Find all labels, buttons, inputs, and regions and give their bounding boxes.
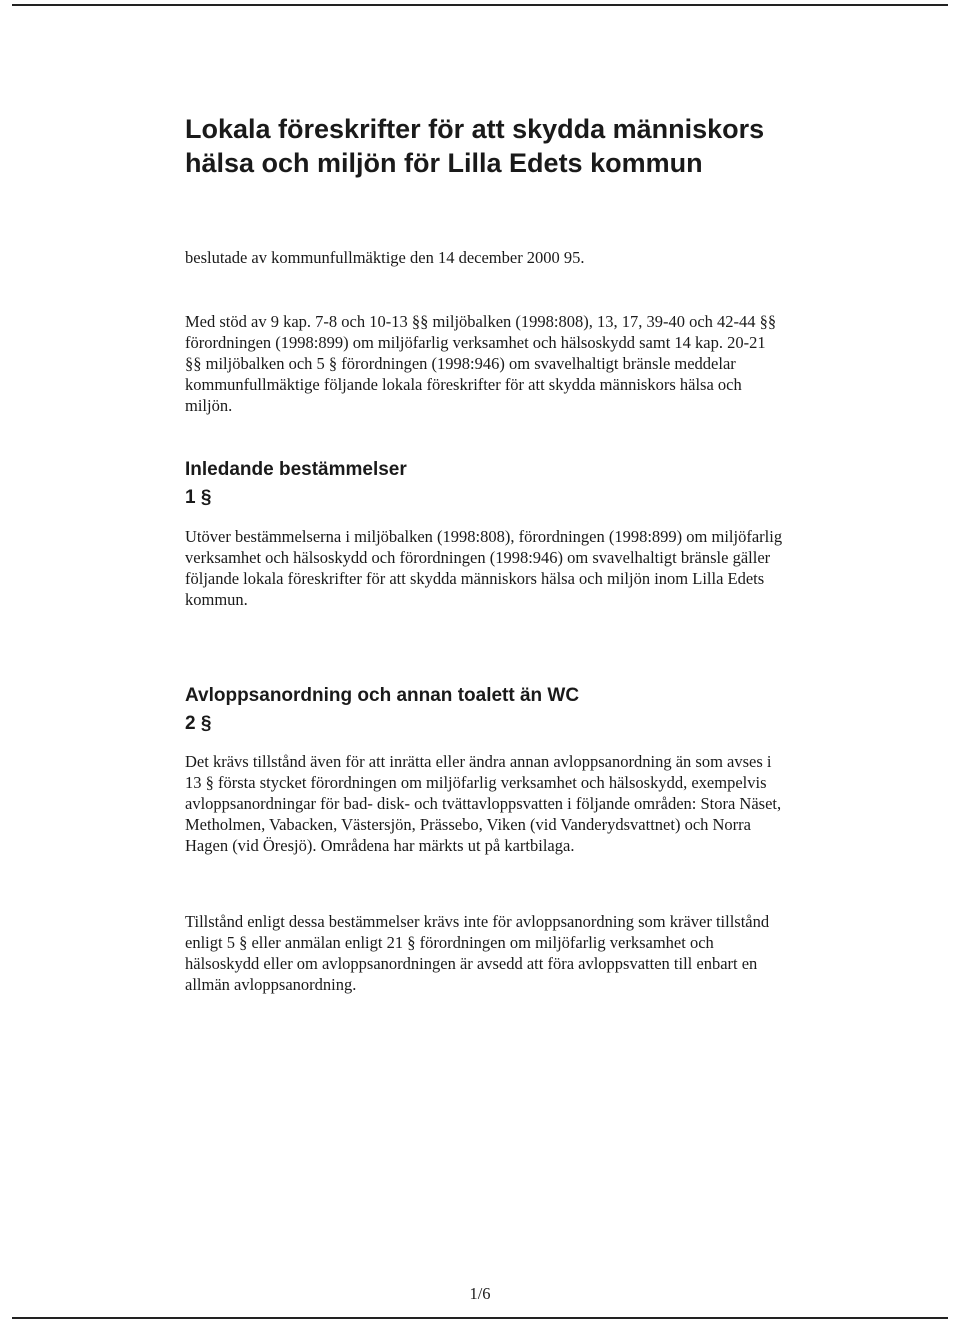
section-2-paragraph-2: Tillstånd enligt dessa bestämmelser krävs inte för avloppsanordning som kräver tillstånd enligt 5 § eller anmälan enligt 21 § förordningen om miljöfarlig verksamhet och hälsoskydd eller om avloppsanordningen är avsedd att föra avloppsvatten till enbart en allmän avloppsanordning. — [185, 912, 770, 994]
document-title: Lokala föreskrifter för att skydda människors hälsa och miljön för Lilla Edets kommun — [185, 114, 765, 178]
section-2-paragraph-1: Det krävs tillstånd även för att inrätta eller ändra annan avloppsanordning än som avses i 13 § första stycket förordningen om miljöfarlig verksamhet och hälsoskydd, exempelvis avloppsanordningar för bad- disk- och tvättavloppsvatten i följande områden: Stora Näset, Metholmen, Vabacken, Västersjön, Prässebo, Viken (vid Vanderydsvattnet) och Norra Hagen (vid Öresjö). Områdena har märkts ut på kartbilaga. — [185, 752, 782, 855]
section-number-2: 2 § — [185, 713, 212, 734]
decision-line: beslutade av kommunfullmäktige den 14 december 2000 95. — [185, 248, 585, 267]
preamble-paragraph: Med stöd av 9 kap. 7-8 och 10-13 §§ miljöbalken (1998:808), 13, 17, 39-40 och 42-44 §§ förordningen (1998:899) om miljöfarlig verksamhet och hälsoskydd samt 14 kap. 20-21 §§ miljöbalken och 5 § förordningen (1998:946) om svavelhaltigt bränsle meddelar kommunfullmäktige följande lokala föreskrifter för att skydda människors hälsa och miljön. — [185, 312, 777, 415]
section-1-paragraph: Utöver bestämmelserna i miljöbalken (1998:808), förordningen (1998:899) om miljöfarlig verksamhet och hälsoskydd och förordningen (1998:946) om svavelhaltigt bränsle gäller följande lokala föreskrifter för att skydda människors hälsa och miljön inom Lilla Edets kommun. — [185, 527, 783, 609]
section-heading-avloppsanordning: Avloppsanordning och annan toalett än WC — [185, 685, 580, 706]
section-number-1: 1 § — [185, 487, 212, 508]
bottom-border-line — [12, 1317, 948, 1319]
top-border-line — [12, 4, 948, 6]
page-number: 1/6 — [469, 1284, 491, 1303]
section-heading-inledande: Inledande bestämmelser — [185, 459, 407, 480]
